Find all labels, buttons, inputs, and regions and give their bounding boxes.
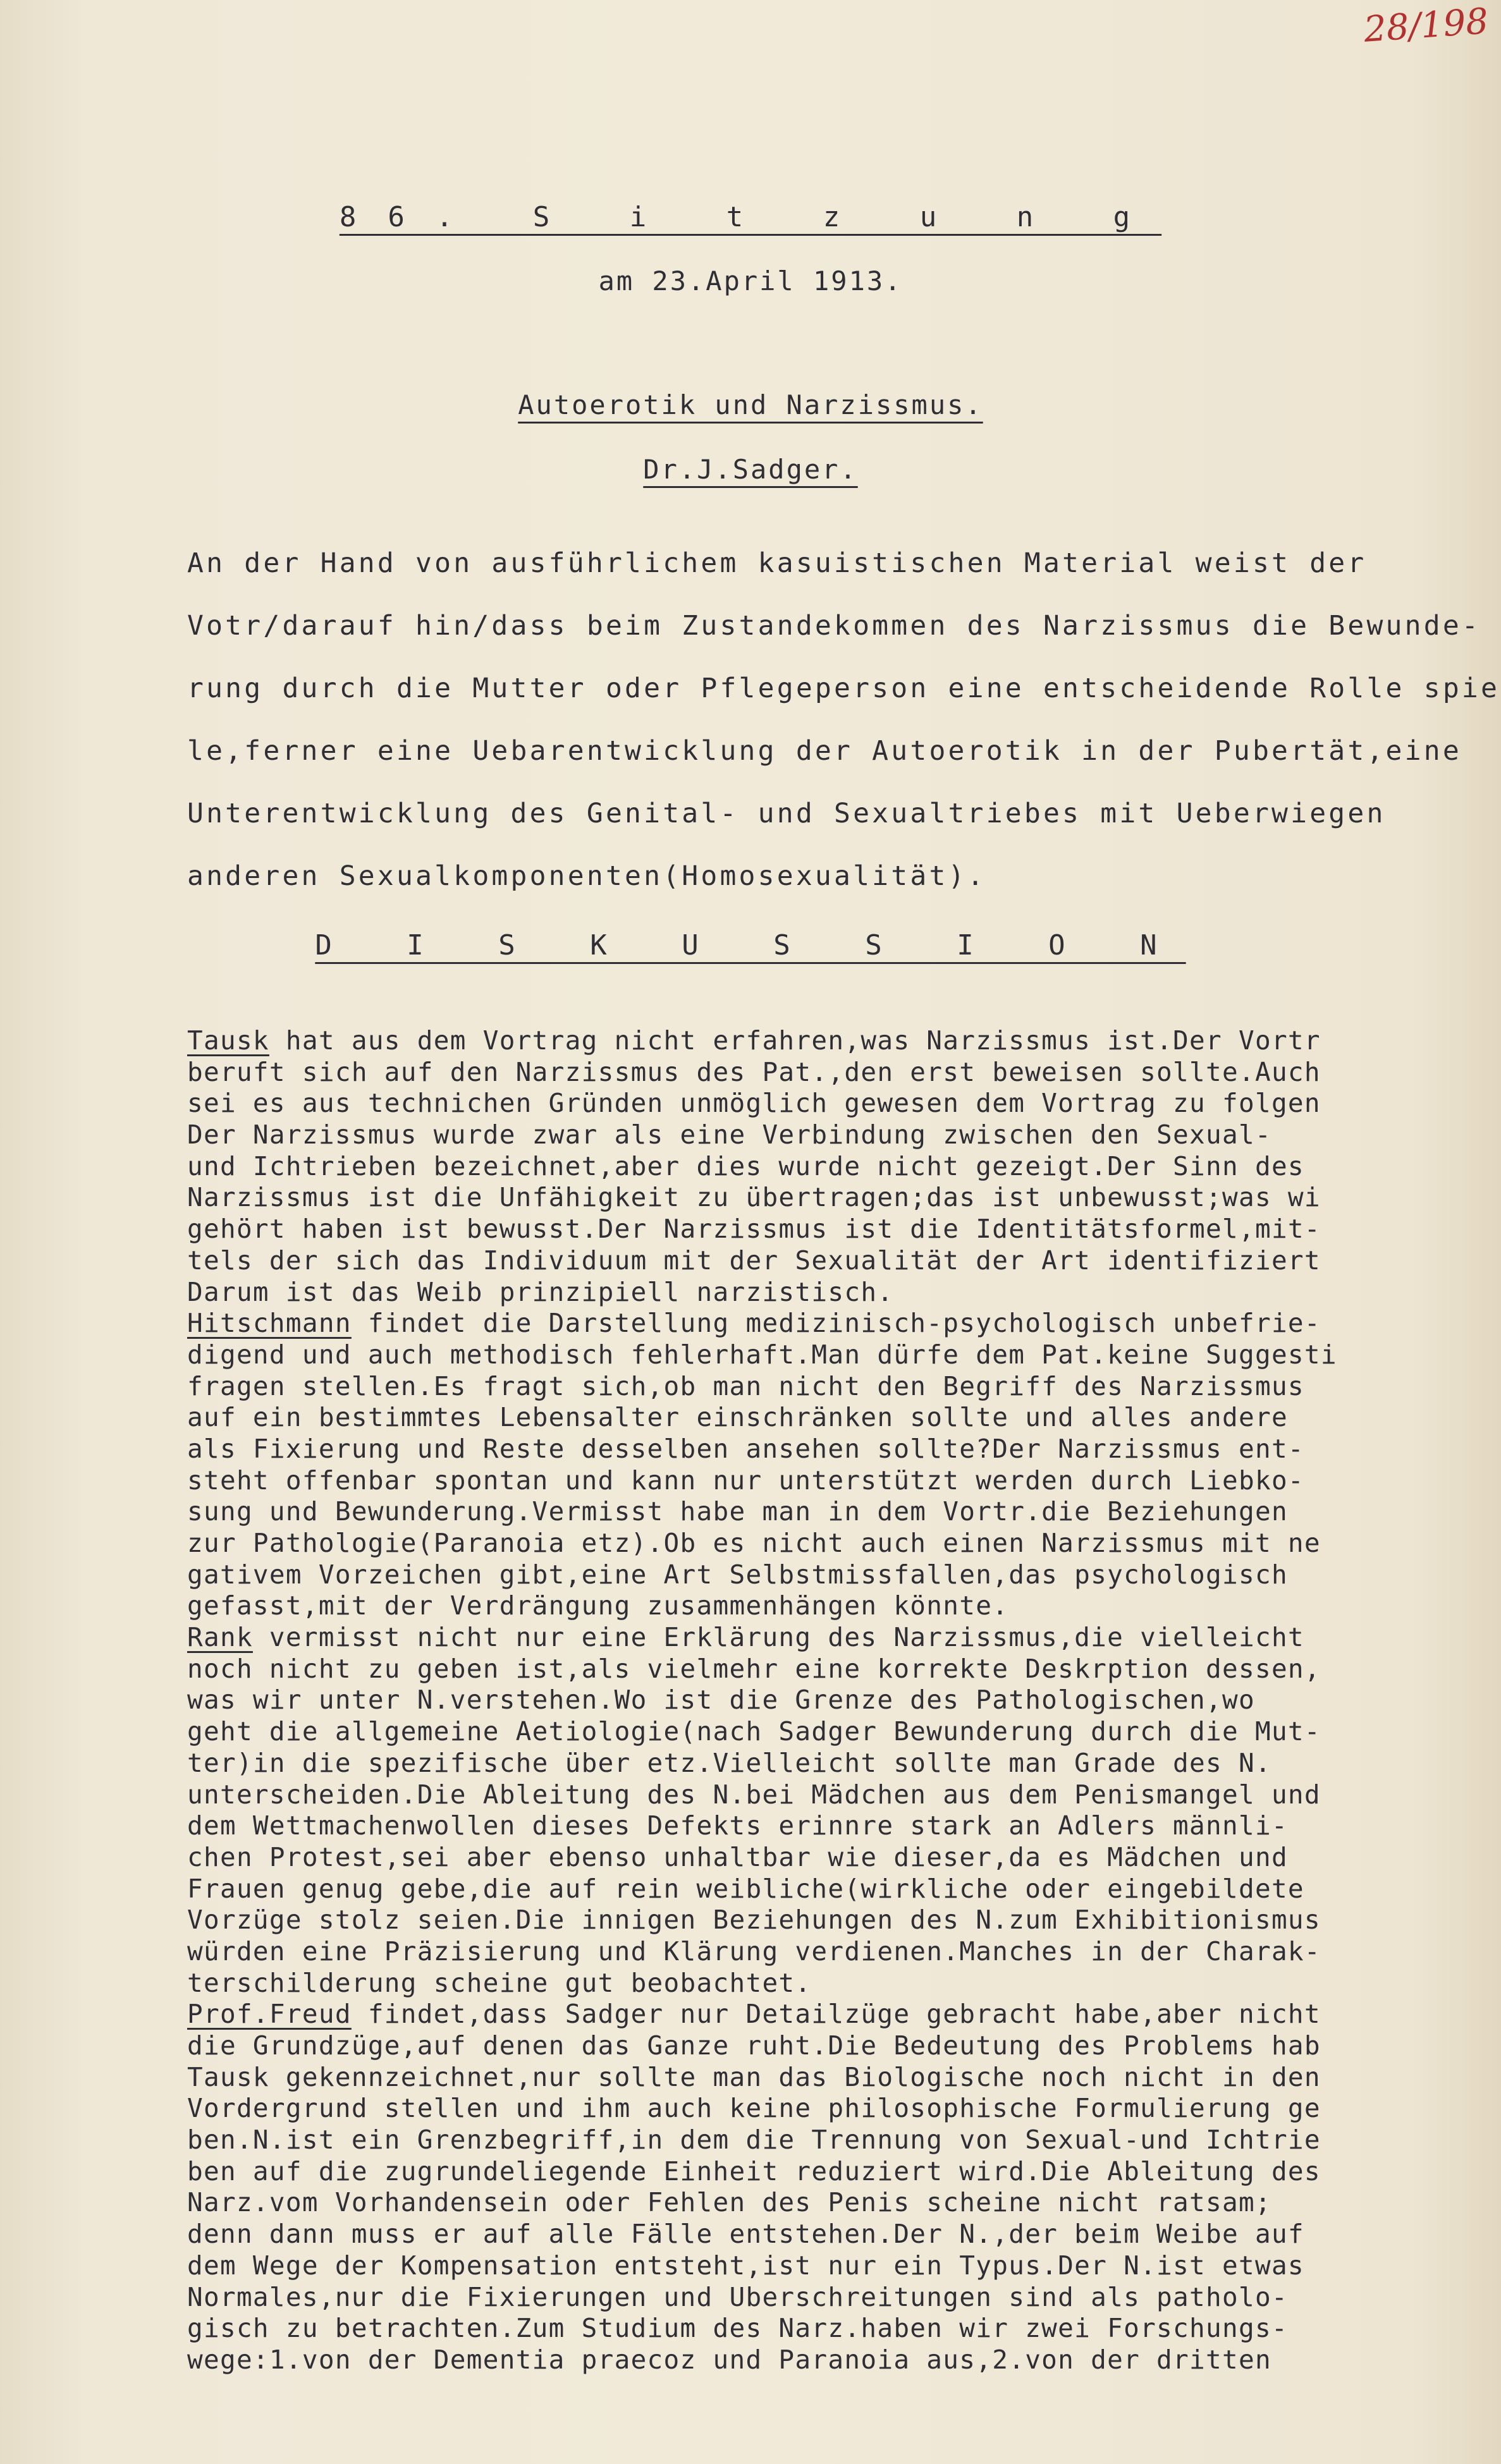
discussion-line: noch nicht zu geben ist,als vielmehr eine korrekte Deskrption dessen, [187, 1653, 1321, 1684]
line-text: findet die Darstellung medizinisch-psychologisch unbefrie- [351, 1308, 1321, 1339]
discussion-line: würden eine Präzisierung und Klärung verdienen.Manches in der Charak- [187, 1936, 1321, 1967]
discussion-line: wege:1.von der Dementia praecoz und Paranoia aus,2.von der dritten [187, 2344, 1271, 2375]
archive-folio-number: 28/198 [1362, 1, 1490, 51]
discussion-heading: D I S K U S S I O N [315, 929, 1186, 961]
discussion-line: fragen stellen.Es fragt sich,ob man nicht den Begriff des Narzissmus [187, 1370, 1304, 1401]
discussion-line: gativem Vorzeichen gibt,eine Art Selbstmissfallen,das psychologisch [187, 1559, 1288, 1590]
discussion-line: ben.N.ist ein Grenzbegriff,in dem die Trennung von Sexual-und Ichtrie [187, 2125, 1321, 2156]
lecture-speaker: Dr.J.Sadger. [643, 454, 858, 485]
discussion-body [187, 1025, 1337, 2376]
discussion-line: gefasst,mit der Verdrängung zusammenhängen könnte. [187, 1590, 1009, 1621]
lecture-abstract [187, 547, 1500, 923]
discussion-line [187, 1999, 1337, 2030]
discussion-line: die Grundzüge,auf denen das Ganze ruht.Die Bedeutung des Problems hab [187, 2030, 1321, 2061]
discussion-line: ben auf die zugrundeliegende Einheit reduziert wird.Die Ableitung des [187, 2156, 1321, 2186]
discussion-line: Vorzüge stolz seien.Die innigen Beziehungen des N.zum Exhibitionismus [187, 1905, 1321, 1936]
speaker-name-rank: Rank [187, 1622, 253, 1653]
discussion-line: Vordergrund stellen und ihm auch keine philosophische Formulierung ge [187, 2093, 1321, 2124]
speaker-name-hitschmann: Hitschmann [187, 1308, 352, 1339]
discussion-line: was wir unter N.verstehen.Wo ist die Grenze des Pathologischen,wo [187, 1685, 1255, 1716]
abstract-line: le,ferner eine Uebarentwicklung der Autoerotik in der Pubertät,eine [187, 735, 1462, 767]
abstract-line: anderen Sexualkomponenten(Homosexualität). [187, 860, 986, 892]
discussion-line: ter)in die spezifische über etz.Vielleicht sollte man Grade des N. [187, 1747, 1271, 1778]
speaker-name-tausk: Tausk [187, 1025, 269, 1056]
discussion-line: unterscheiden.Die Ableitung des N.bei Mädchen aus dem Penismangel und [187, 1779, 1321, 1810]
discussion-line: Darum ist das Weib prinzipiell narzistisch. [187, 1276, 894, 1307]
discussion-line: als Fixierung und Reste desselben ansehen sollte?Der Narzissmus ent- [187, 1433, 1304, 1464]
discussion-line: sung und Bewunderung.Vermisst habe man in dem Vortr.die Beziehungen [187, 1496, 1288, 1527]
discussion-line: tels der sich das Individuum mit der Sexualität der Art identifiziert [187, 1245, 1321, 1276]
discussion-line: denn dann muss er auf alle Fälle entstehen.Der N.,der beim Weibe auf [187, 2219, 1304, 2250]
discussion-line: dem Wege der Kompensation entsteht,ist nur ein Typus.Der N.ist etwas [187, 2250, 1304, 2281]
discussion-line: geht die allgemeine Aetiologie(nach Sadger Bewunderung durch die Mut- [187, 1716, 1321, 1747]
line-text: findet,dass Sadger nur Detailzüge gebracht habe,aber nicht [351, 1999, 1321, 2030]
discussion-line: gehört haben ist bewusst.Der Narzissmus ist die Identitätsformel,mit- [187, 1214, 1321, 1245]
discussion-line: Frauen genug gebe,die auf rein weibliche(wirkliche oder eingebildete [187, 1873, 1304, 1904]
discussion-line: sei es aus technichen Gründen unmöglich gewesen dem Vortrag zu folgen [187, 1088, 1321, 1119]
discussion-line: steht offenbar spontan und kann nur unterstützt werden durch Liebko- [187, 1465, 1304, 1496]
discussion-line: dem Wettmachenwollen dieses Defekts erinnre stark an Adlers männli- [187, 1810, 1288, 1841]
lecture-topic: Autoerotik und Narzissmus. [518, 389, 983, 420]
abstract-line: Unterentwicklung des Genital- und Sexualtriebes mit Ueberwiegen [187, 798, 1386, 829]
discussion-line: terschilderung scheine gut beobachtet. [187, 1967, 812, 1998]
session-date: am 23.April 1913. [598, 265, 903, 296]
speaker-name-freud: Prof.Freud [187, 1999, 352, 2030]
abstract-line: rung durch die Mutter oder Pflegeperson eine entscheidende Rolle spie [187, 673, 1500, 704]
discussion-line [187, 1308, 1337, 1339]
discussion-line: Tausk gekennzeichnet,nur sollte man das Biologische noch nicht in den [187, 2061, 1321, 2092]
line-text: vermisst nicht nur eine Erklärung des Narzissmus,die vielleicht [252, 1622, 1304, 1653]
discussion-line: digend und auch methodisch fehlerhaft.Man dürfe dem Pat.keine Suggesti [187, 1339, 1337, 1370]
discussion-line: Narzissmus ist die Unfähigkeit zu übertragen;das ist unbewusst;was wi [187, 1182, 1321, 1213]
discussion-line: gisch zu betrachten.Zum Studium des Narz.haben wir zwei Forschungs- [187, 2313, 1288, 2344]
discussion-line: zur Pathologie(Paranoia etz).Ob es nicht auch einen Narzissmus mit ne [187, 1528, 1321, 1558]
abstract-line: Votr/darauf hin/dass beim Zustandekommen des Narzissmus die Bewunde- [187, 610, 1481, 642]
line-text: hat aus dem Vortrag nicht erfahren,was Narzissmus ist.Der Vortr [269, 1025, 1321, 1056]
discussion-line: Normales,nur die Fixierungen und Uberschreitungen sind als patholo- [187, 2281, 1288, 2312]
discussion-line [187, 1622, 1337, 1654]
discussion-line: Der Narzissmus wurde zwar als eine Verbindung zwischen den Sexual- [187, 1119, 1271, 1150]
discussion-line: und Ichtrieben bezeichnet,aber dies wurde nicht gezeigt.Der Sinn des [187, 1150, 1304, 1181]
discussion-line [187, 1025, 1337, 1057]
discussion-line: chen Protest,sei aber ebenso unhaltbar wie dieser,da es Mädchen und [187, 1841, 1288, 1872]
session-title: 86. S i t z u n g [339, 201, 1162, 233]
discussion-line: Narz.vom Vorhandensein oder Fehlen des Penis scheine nicht ratsam; [187, 2187, 1271, 2218]
discussion-line: auf ein bestimmtes Lebensalter einschränken sollte und alles andere [187, 1402, 1288, 1433]
discussion-line: beruft sich auf den Narzissmus des Pat.,den erst beweisen sollte.Auch [187, 1056, 1321, 1087]
abstract-line: An der Hand von ausführlichem kasuistischen Material weist der [187, 547, 1367, 579]
